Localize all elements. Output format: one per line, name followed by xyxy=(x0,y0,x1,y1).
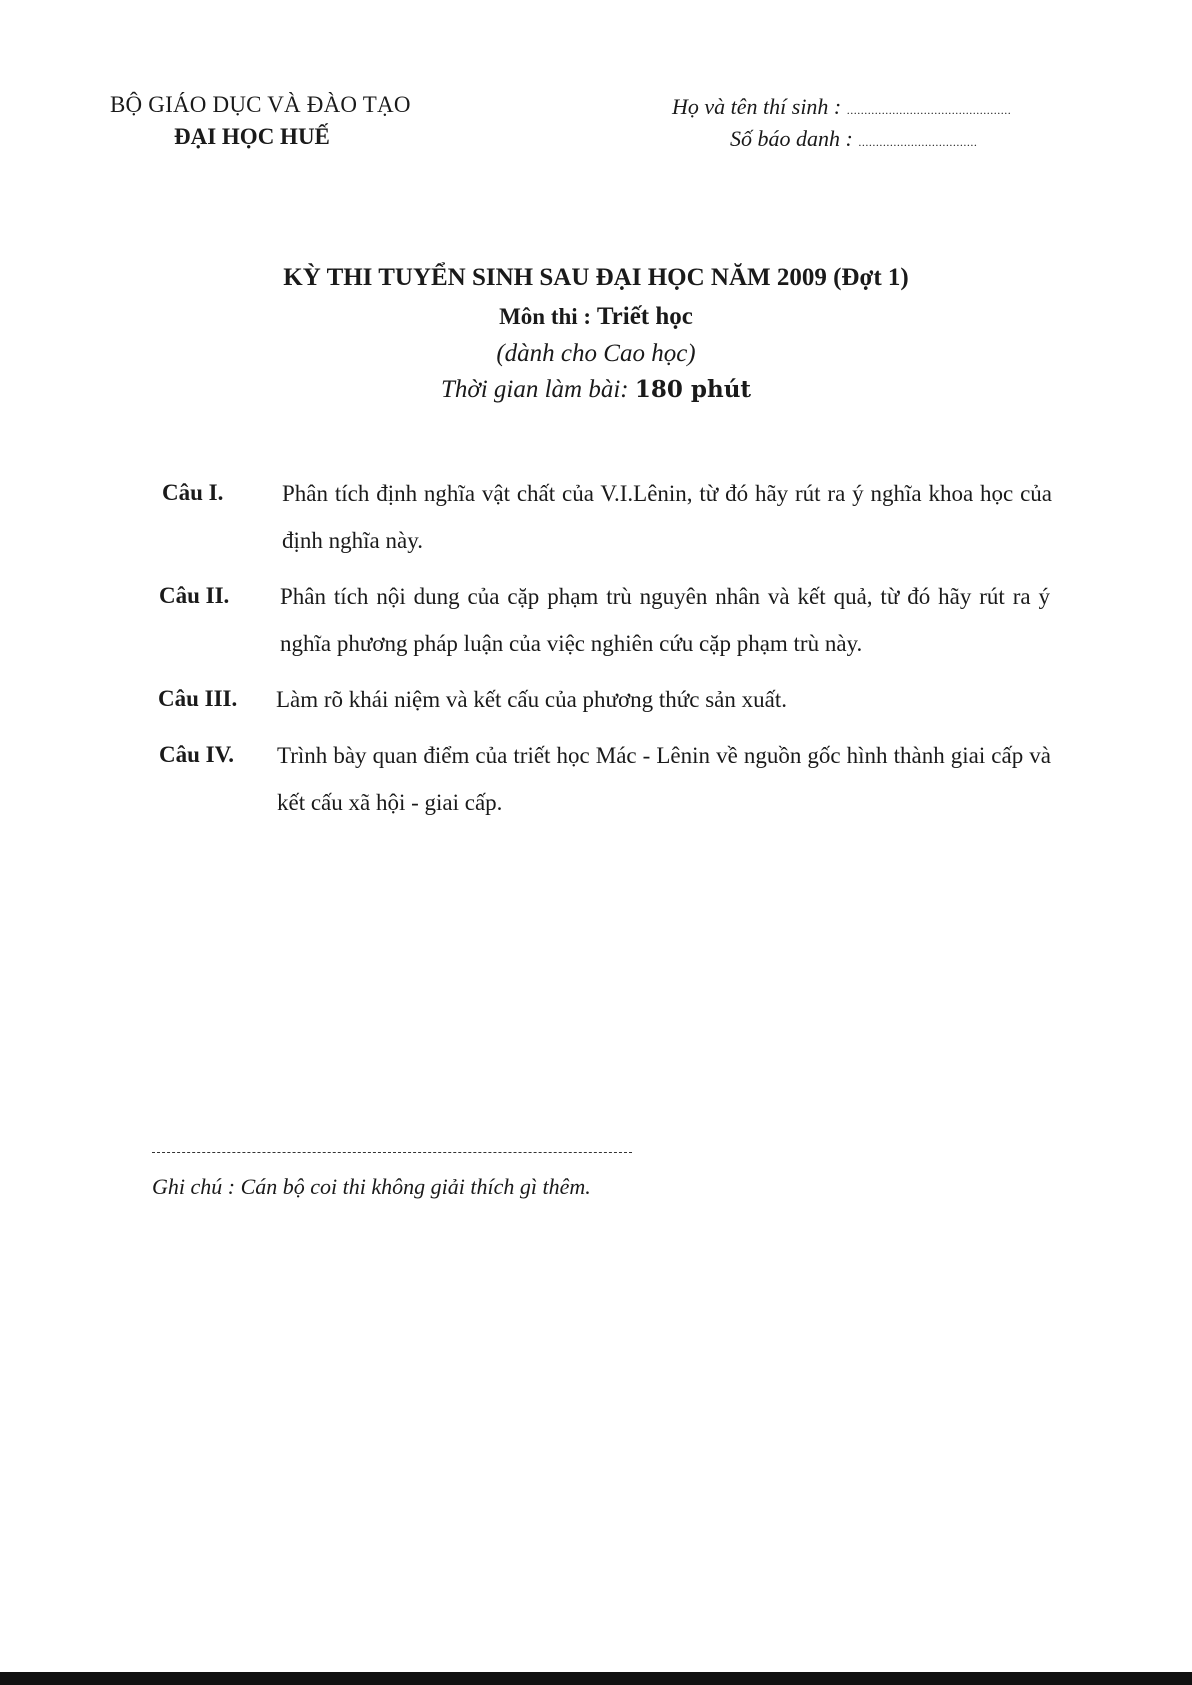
duration-label: Thời gian làm bài: xyxy=(440,376,629,403)
question-3-label: Câu III. xyxy=(158,686,238,711)
subject-name: Triết học xyxy=(596,303,693,330)
question-1-label: Câu I. xyxy=(162,480,224,505)
question-2-text: Phân tích nội dung của cặp phạm trù nguyên nhân và kết quả, từ đó hãy rút ra ý nghĩa phương pháp luận của việc nghiên cứu cặp phạm trù này. xyxy=(280,584,1050,656)
footer-note: Ghi chú : Cán bộ coi thi không giải thích gì thêm. xyxy=(152,1174,591,1199)
question-4-text: Trình bày quan điểm của triết học Mác - Lênin về nguồn gốc hình thành giai cấp và kết cấu xã hội - giai cấp. xyxy=(277,743,1051,815)
exam-title: KỲ THI TUYỂN SINH SAU ĐẠI HỌC NĂM 2009 (Đợt 1) xyxy=(283,264,909,291)
candidate-id-field xyxy=(730,126,977,152)
duration-row xyxy=(0,376,1192,404)
candidate-name-label: Họ và tên thí sinh : xyxy=(672,94,842,119)
scan-edge-band xyxy=(0,1672,1192,1685)
university-name: ĐẠI HỌC HUẾ xyxy=(174,124,330,149)
subject-label: Môn thi : xyxy=(499,304,592,329)
question-4-label: Câu IV. xyxy=(159,742,234,767)
duration-value: 180 phút xyxy=(634,376,752,403)
ministry-name: BỘ GIÁO DỤC VÀ ĐÀO TẠO xyxy=(110,92,411,117)
question-2-label: Câu II. xyxy=(159,583,230,608)
candidate-id-blank: .................................. xyxy=(858,135,978,149)
candidate-id-label: Số báo danh : xyxy=(730,126,853,151)
question-3-text: Làm rõ khái niệm và kết cấu của phương thức sản xuất. xyxy=(276,687,787,712)
candidate-name-blank: ............................................... xyxy=(846,103,1012,117)
subject-row xyxy=(0,303,1192,331)
question-1-text: Phân tích định nghĩa vật chất của V.I.Lênin, từ đó hãy rút ra ý nghĩa khoa học của định nghĩa này. xyxy=(282,481,1052,553)
candidate-name-field xyxy=(672,94,1011,120)
audience-note: (dành cho Cao học) xyxy=(496,340,696,367)
note-divider xyxy=(152,1152,632,1153)
